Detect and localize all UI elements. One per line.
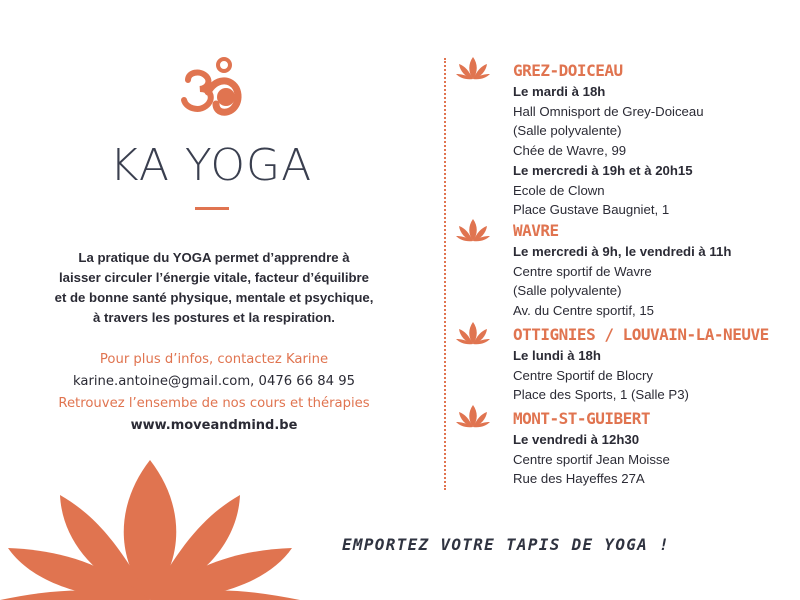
lotus-icon [456,404,490,428]
intro-line: et de bonne santé physique, mentale et psychique, [54,290,374,305]
tagline: EMPORTEZ VOTRE TAPIS DE YOGA ! [342,535,670,554]
intro-line: La pratique du YOGA permet d’apprendre à [78,250,350,265]
schedule-venue: Hall Omnisport de Grey-Doiceau [513,103,704,119]
schedule-address: Rue des Hayeffes 27A [513,471,645,487]
schedule-time: Le mercredi à 19h et à 20h15 [513,162,693,178]
brand-underline [195,207,229,210]
more-courses-text: Retrouvez l’ensembe de nos cours et thérapies [58,396,370,411]
schedule-venue: Centre sportif Jean Moisse [513,451,670,467]
schedule-venue: Ecole de Clown [513,182,605,198]
brand-title: KA YOGA [109,140,313,191]
lotus-icon [456,321,490,345]
column-divider [444,58,446,490]
schedule-time: Le vendredi à 12h30 [513,432,640,447]
city-title: OTTIGNIES / LOUVAIN-LA-NEUVE [513,325,769,344]
schedule-venue: Centre sportif de Wavre [513,263,652,279]
website-link[interactable]: www.moveandmind.be [130,418,298,433]
lotus-icon [456,56,490,80]
om-symbol-icon [178,56,244,118]
contact-invite: Pour plus d’infos, contactez Karine [99,352,329,367]
intro-line: laisser circuler l’énergie vitale, facteur d’équilibre [58,270,370,285]
city-title: WAVRE [513,221,559,240]
schedule-time: Le mardi à 18h [513,84,606,99]
lotus-icon [456,218,490,242]
lotus-flower-icon [0,450,300,600]
schedule-venue: Centre Sportif de Blocry [513,367,653,383]
city-title: GREZ-DOICEAU [513,61,623,80]
schedule-time: Le lundi à 18h [513,348,601,363]
schedule-ottignies [513,324,769,405]
contact-details[interactable]: karine.antoine@gmail.com, 0476 66 84 95 [72,374,356,389]
schedule-address: Chée de Wavre, 99 [513,143,627,159]
schedule-address: Av. du Centre sportif, 15 [513,303,654,319]
schedule-address: Place Gustave Baugniet, 1 [513,202,670,218]
schedule-grez-doiceau [513,60,704,220]
intro-text [20,248,408,328]
schedule-address: Place des Sports, 1 (Salle P3) [513,387,689,403]
city-title: MONT-ST-GUIBERT [513,409,650,428]
contact-block [20,349,408,437]
schedule-venue: (Salle polyvalente) [513,123,622,139]
schedule-venue: (Salle polyvalente) [513,283,622,299]
schedule-wavre [513,220,731,321]
schedule-mont-st-guibert [513,408,670,489]
schedule-time: Le mercredi à 9h, le vendredi à 11h [513,244,732,259]
intro-line: à travers les postures et la respiration. [93,310,335,325]
